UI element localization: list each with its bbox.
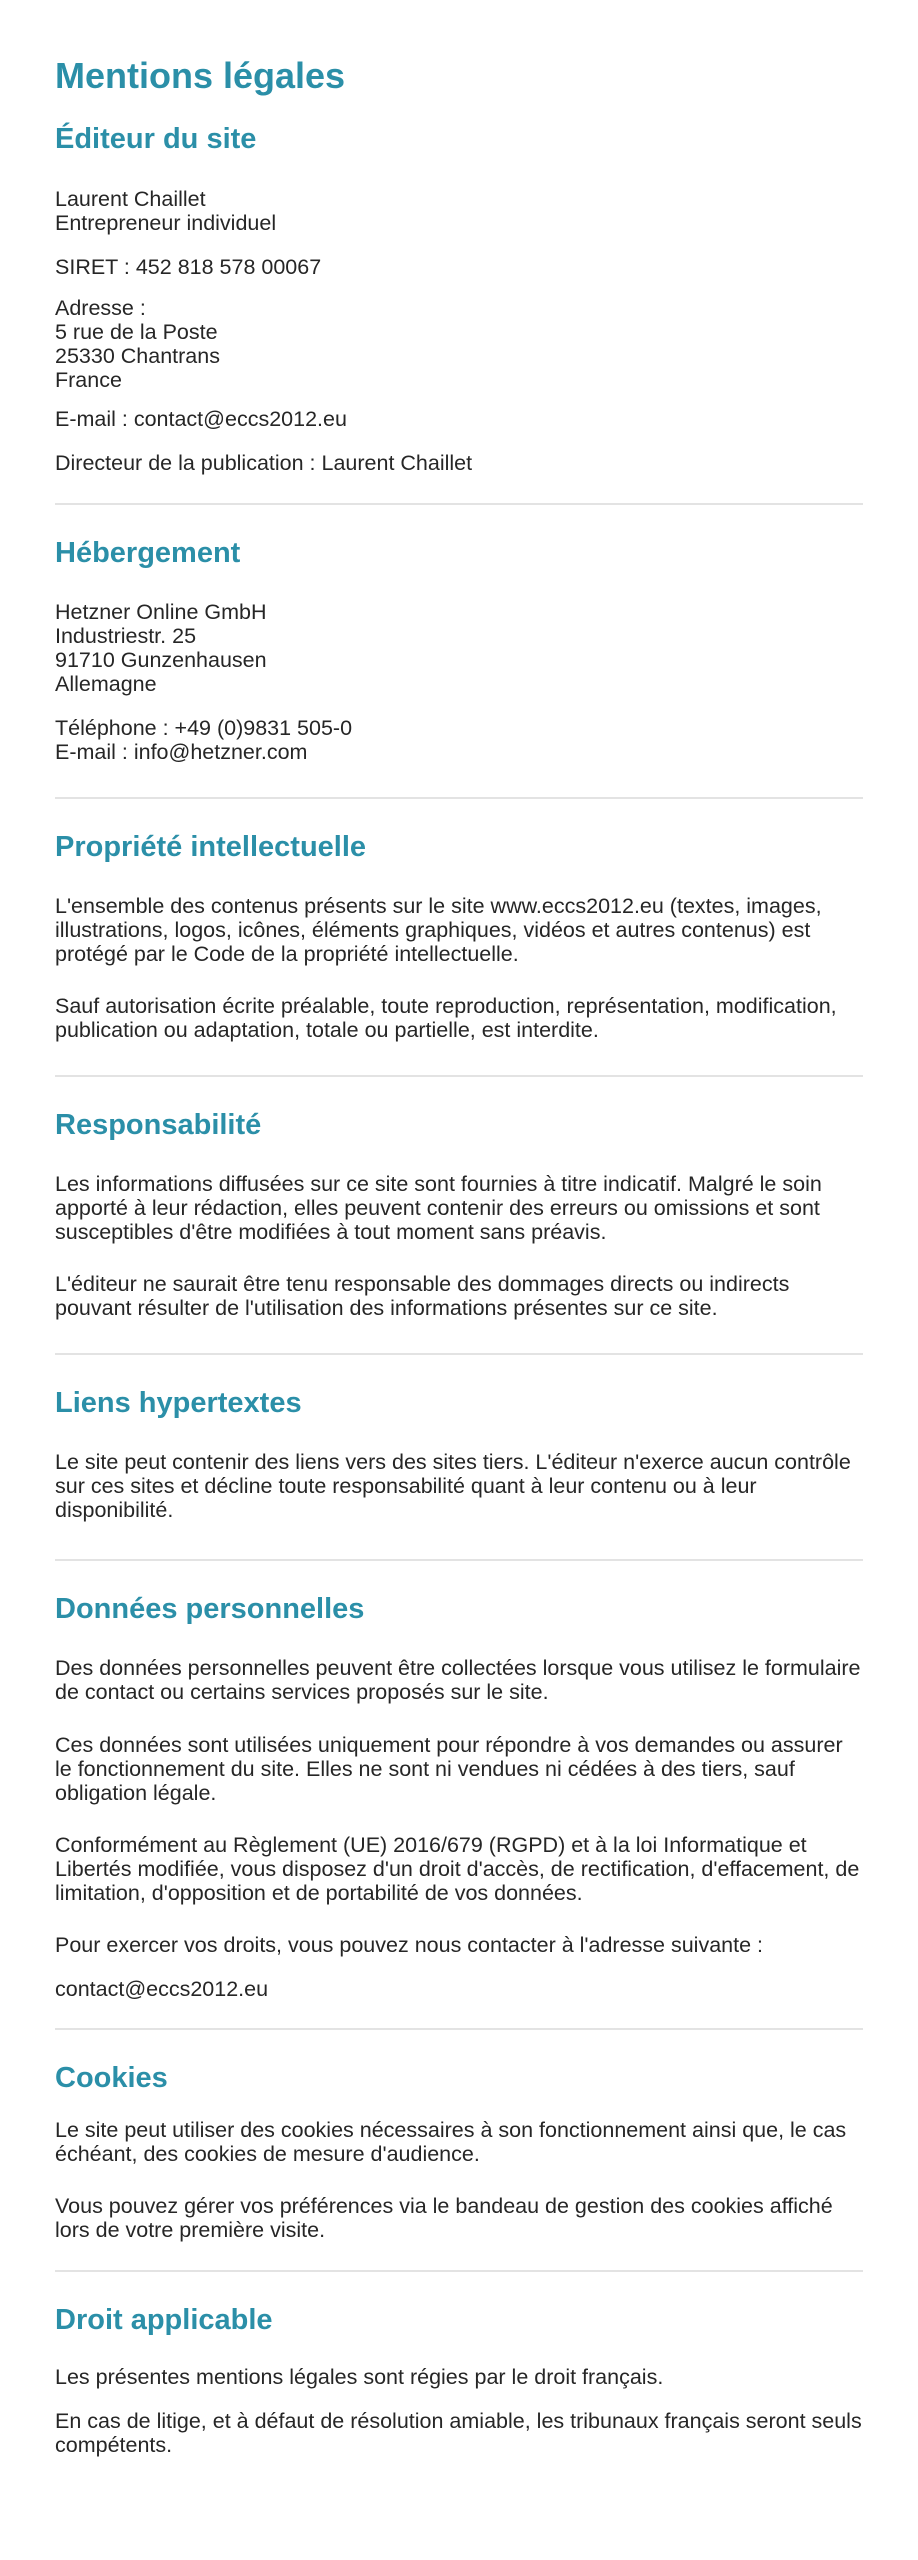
host-company: Hetzner Online GmbH bbox=[55, 600, 267, 624]
section-heading-hebergement: Hébergement bbox=[55, 537, 241, 569]
divider bbox=[55, 2270, 863, 2272]
liens-paragraph-1: Le site peut contenir des liens vers des sites tiers. L'éditeur n'exerce aucun contrôle sur ces sites et décline toute responsabilité quant à leur contenu ou à leur disponibilité. bbox=[55, 1450, 851, 1522]
section-heading-liens: Liens hypertextes bbox=[55, 1387, 302, 1419]
hebergement-contact bbox=[55, 716, 863, 764]
section-heading-cookies: Cookies bbox=[55, 2062, 168, 2094]
page-title: Mentions légales bbox=[55, 55, 346, 96]
divider bbox=[55, 1559, 863, 1561]
cookies-paragraph-1: Le site peut utiliser des cookies nécessaires à son fonctionnement ainsi que, le cas échéant, des cookies de mesure d'audience. bbox=[55, 2118, 847, 2166]
editeur-director: Directeur de la publication : Laurent Chaillet bbox=[55, 451, 473, 475]
divider bbox=[55, 2028, 863, 2030]
donnees-paragraph-3: Conformément au Règlement (UE) 2016/679 (RGPD) et à la loi Informatique et Libertés modifiée, vous disposez d'un droit d'accès, de rectification, d'effacement, de limitation, d'opposition et de portabilité de vos données. bbox=[55, 1833, 860, 1905]
section-heading-responsabilite: Responsabilité bbox=[55, 1109, 262, 1141]
hebergement-address bbox=[55, 600, 863, 696]
editeur-email: E-mail : contact@eccs2012.eu bbox=[55, 407, 347, 431]
host-email: E-mail : info@hetzner.com bbox=[55, 740, 308, 764]
donnees-paragraph-2: Ces données sont utilisées uniquement pour répondre à vos demandes ou assurer le fonctionnement du site. Elles ne sont ni vendues ni cédées à des tiers, sauf obligation légale. bbox=[55, 1733, 843, 1805]
propriete-paragraph-2: Sauf autorisation écrite préalable, toute reproduction, représentation, modification, publication ou adaptation, totale ou partielle, est interdite. bbox=[55, 994, 837, 1042]
donnees-paragraph-4: Pour exercer vos droits, vous pouvez nous contacter à l'adresse suivante : bbox=[55, 1933, 763, 1957]
propriete-paragraph-1: L'ensemble des contenus présents sur le site www.eccs2012.eu (textes, images, illustrations, logos, icônes, éléments graphiques, vidéos et autres contenus) est protégé par le Code de la propriété intellectuelle. bbox=[55, 894, 822, 966]
donnees-paragraph-1: Des données personnelles peuvent être collectées lorsque vous utilisez le formulaire de contact ou certains services proposés sur le site. bbox=[55, 1656, 861, 1704]
responsabilite-paragraph-2: L'éditeur ne saurait être tenu responsable des dommages directs ou indirects pouvant résulter de l'utilisation des informations présentes sur ce site. bbox=[55, 1272, 790, 1320]
section-heading-propriete: Propriété intellectuelle bbox=[55, 831, 367, 863]
editeur-name: Laurent Chaillet bbox=[55, 187, 206, 211]
editeur-status: Entrepreneur individuel bbox=[55, 211, 277, 235]
host-country: Allemagne bbox=[55, 672, 157, 696]
address-street: 5 rue de la Poste bbox=[55, 320, 218, 344]
droit-paragraph-1: Les présentes mentions légales sont régies par le droit français. bbox=[55, 2365, 664, 2389]
address-city: 25330 Chantrans bbox=[55, 344, 220, 368]
divider bbox=[55, 797, 863, 799]
droit-paragraph-2: En cas de litige, et à défaut de résolution amiable, les tribunaux français seront seuls compétents. bbox=[55, 2409, 862, 2457]
donnees-contact-email: contact@eccs2012.eu bbox=[55, 1977, 269, 2001]
host-city: 91710 Gunzenhausen bbox=[55, 648, 267, 672]
address-country: France bbox=[55, 368, 122, 392]
address-label: Adresse : bbox=[55, 296, 146, 320]
editeur-siret: SIRET : 452 818 578 00067 bbox=[55, 255, 322, 279]
divider bbox=[55, 1353, 863, 1355]
section-heading-droit: Droit applicable bbox=[55, 2304, 273, 2336]
section-heading-editeur: Éditeur du site bbox=[55, 123, 257, 155]
cookies-paragraph-2: Vous pouvez gérer vos préférences via le bandeau de gestion des cookies affiché lors de votre première visite. bbox=[55, 2194, 833, 2242]
host-phone: Téléphone : +49 (0)9831 505-0 bbox=[55, 716, 353, 740]
divider bbox=[55, 1075, 863, 1077]
divider bbox=[55, 503, 863, 505]
section-heading-donnees: Données personnelles bbox=[55, 1593, 365, 1625]
responsabilite-paragraph-1: Les informations diffusées sur ce site sont fournies à titre indicatif. Malgré le soin apporté à leur rédaction, elles peuvent contenir des erreurs ou omissions et sont susceptibles d'être modifiées à tout moment sans préavis. bbox=[55, 1172, 822, 1244]
editeur-identity bbox=[55, 187, 863, 235]
editeur-address bbox=[55, 296, 863, 392]
host-street: Industriestr. 25 bbox=[55, 624, 197, 648]
